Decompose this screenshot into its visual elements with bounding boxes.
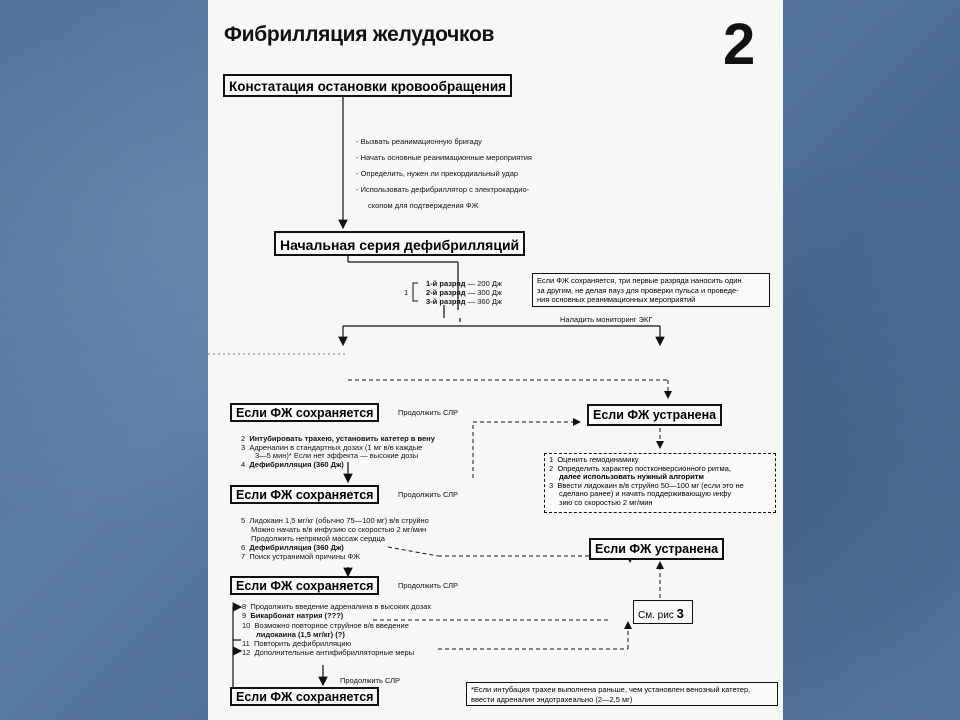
block-a-item: 3—5 мин)* Если нет эффекта — высокие дозы (255, 451, 419, 461)
discharge-list (426, 279, 502, 306)
block-b-item: Продолжить непрямой массаж сердца (251, 533, 385, 543)
eliminated-item: сделано ранее) и начать поддерживающую инфу (559, 489, 732, 499)
eliminated-box-2: Если ФЖ устранена (589, 538, 724, 560)
initial-step: - Вызвать реанимационную бригаду (356, 137, 482, 146)
persists-box-3: Если ФЖ сохраняется (230, 576, 379, 595)
block-b-item: 6 Дефибрилляция (360 Дж) (241, 542, 344, 552)
discharge-item: 1-й разряд — 200 Дж (426, 279, 502, 288)
ecg-monitor-label: Наладить мониторинг ЭКГ (560, 315, 653, 324)
initial-series-box: Начальная серия дефибрилляций (274, 231, 525, 256)
discharge-note: Если ФЖ сохраняется, три первые разряда наносить один за другим, не делая пауз для проверки пульса и проведе- ния основных реанимационных мероприятий (532, 273, 770, 307)
block-b-item: 7 Поиск устранимой причины ФЖ (241, 551, 361, 561)
continue-cpr-1: Продолжить СЛР (398, 408, 459, 417)
eliminated-item: 3 Ввести лидокаин в/в струйно 50—100 мг (если это не (549, 480, 744, 490)
block-c-item: 9 Бикарбонат натрия (???) (242, 611, 344, 621)
block-c-item: 12 Дополнительные антифибрилляторные меры (242, 648, 415, 658)
initial-step: скопом для подтверждения ФЖ (368, 201, 479, 210)
block-c-item: лидокаина (1,5 мг/кг) (?) (256, 629, 345, 639)
block-a-item: 4 Дефибрилляция (360 Дж) (241, 460, 344, 470)
block-b-item: 5 Лидокаин 1,5 мг/кг (обычно 75—100 мг) в/в струйно (241, 516, 429, 525)
page-title: Фибрилляция желудочков (224, 23, 495, 46)
block-c-item: 10 Возможно повторное струйное в/в введение (242, 620, 409, 630)
continue-cpr-3: Продолжить СЛР (398, 581, 459, 590)
block-b-item: Можно начать в/в инфузию со скоростью 2 мг/мин (251, 524, 427, 534)
initial-steps (356, 134, 532, 214)
block-a (241, 435, 435, 470)
persists-box-1: Если ФЖ сохраняется (230, 403, 379, 422)
discharge-item: 2-й разряд — 300 Дж (426, 288, 502, 297)
start-box: Констатация остановки кровообращения (223, 74, 512, 97)
discharge-step-num: 1 (404, 288, 409, 297)
eliminated-item: зию со скоростью 2 мг/мин (559, 497, 653, 507)
persists-box-2: Если ФЖ сохраняется (230, 485, 379, 504)
eliminated-item: 2 Определить характер постконверсионного ритма, (549, 463, 731, 473)
initial-step: - Определить, нужен ли прекордиальный удар (356, 169, 519, 178)
block-c-item: 11 Повторить дефибрилляцию (242, 639, 352, 649)
block-c (242, 602, 431, 658)
page-number: 2 (723, 12, 756, 77)
discharge-item: 3-й разряд — 360 Дж (426, 297, 502, 306)
algorithm-sheet (208, 0, 783, 720)
block-c-item: 8 Продолжить введение адреналина в высоких дозах (242, 602, 432, 611)
initial-step: - Начать основные реанимационные мероприятия (356, 153, 532, 162)
eliminated-item: далее использовать нужный алгоритм (559, 472, 704, 482)
footnote: *Если интубация трахеи выполнена раньше, чем установлен венозный катетер, ввести адреналин эндотрахеально (2—2,5 мг) (466, 682, 778, 706)
continue-cpr-4: Продолжить СЛР (340, 676, 401, 685)
block-a-item: 2 Интубировать трахею, установить катетер в вену (241, 434, 435, 443)
eliminated-box-1: Если ФЖ устранена (587, 404, 722, 426)
see-fig-box: См. рис 3 (633, 600, 693, 624)
initial-step: - Использовать дефибриллятор с электрокардио- (356, 185, 530, 194)
block-b (241, 517, 429, 562)
block-a-item: 3 Адреналин в стандартных дозах (1 мг в/в каждые (241, 442, 423, 452)
eliminated-item: 1 Оценить гемодинамику (549, 455, 639, 464)
eliminated-block (544, 453, 776, 513)
continue-cpr-2: Продолжить СЛР (398, 490, 459, 499)
persists-box-4: Если ФЖ сохраняется (230, 687, 379, 706)
